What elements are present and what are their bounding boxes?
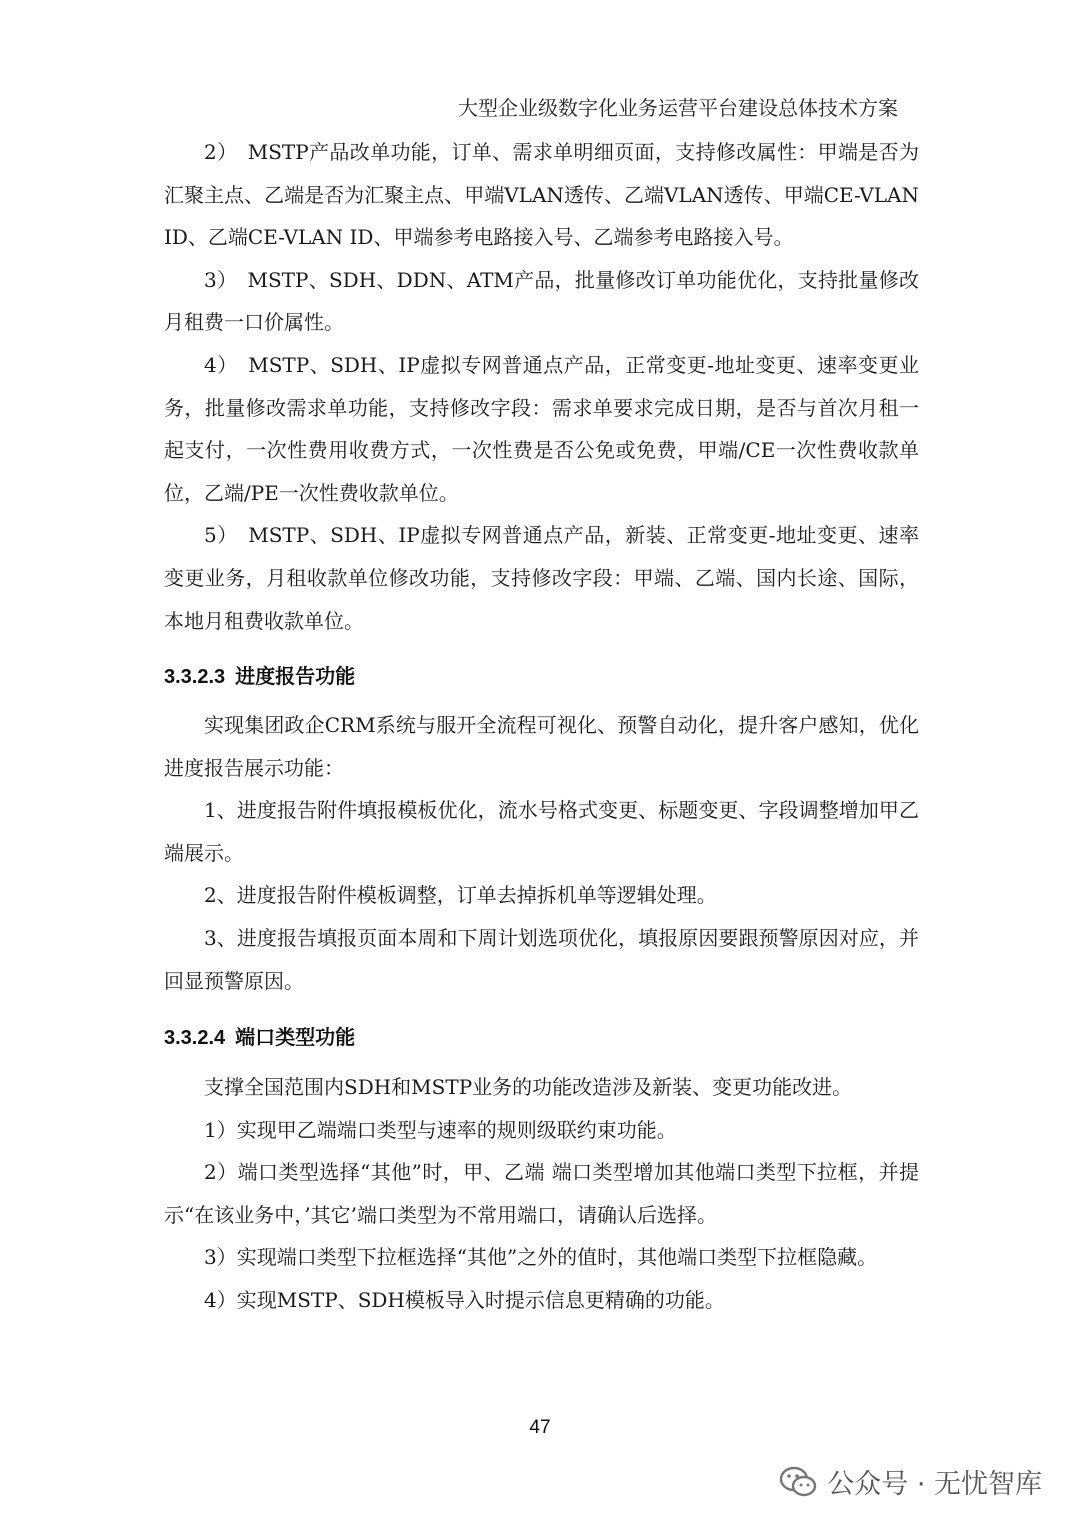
running-header: 大型企业级数字化业务运营平台建设总体技术方案 — [458, 96, 898, 120]
section-heading — [164, 1021, 355, 1050]
page-number: 47 — [529, 1417, 551, 1438]
paragraph: 1）实现甲乙端端口类型与速率的规则级联约束功能。 — [204, 1117, 677, 1142]
paragraph: 3） MSTP、SDH、DDN、ATM产品，批量修改订单功能优化，支持批量修改月租费一口价属性。 — [164, 267, 919, 335]
section-number: 3.3.2.3 — [164, 666, 226, 688]
paragraph: 4） MSTP、SDH、IP虚拟专网普通点产品，正常变更-地址变更、速率变更业务，批量修改需求单功能，支持修改字段：需求单要求完成日期，是否与首次月租一起支付，一次性费用收费方式，一次性费是否公免或免费，甲端/CE一次性费收款单位，乙端/PE一次性费收款单位。 — [164, 352, 919, 505]
paragraph: 实现集团政企CRM系统与服开全流程可视化、预警自动化，提升客户感知，优化进度报告展示功能： — [164, 713, 919, 780]
paragraph: 5） MSTP、SDH、IP虚拟专网普通点产品，新装、正常变更-地址变更、速率变更业务，月租收款单位修改功能，支持修改字段：甲端、乙端、国内长途、国际，本地月租费收款单位。 — [164, 523, 919, 633]
paragraph: 支撑全国范围内SDH和MSTP业务的功能改造涉及新装、变更功能改进。 — [204, 1075, 853, 1099]
section-title: 进度报告功能 — [235, 666, 356, 688]
wechat-icon — [779, 1465, 817, 1499]
paragraph: 2） MSTP产品改单功能，订单、需求单明细页面，支持修改属性：甲端是否为汇聚主点、乙端是否为汇聚主点、甲端VLAN透传、乙端VLAN透传、甲端CE-VLAN ID、乙端CE-VLAN ID、甲端参考电路接入号、乙端参考电路接入号。 — [164, 140, 919, 250]
body-block-3 — [164, 1066, 919, 1322]
paragraph: 3）实现端口类型下拉框选择“其他”之外的值时，其他端口类型下拉框隐藏。 — [204, 1245, 878, 1270]
paragraph: 2）端口类型选择“其他”时，甲、乙端 端口类型增加其他端口类型下拉框，并提示“在该业务中，’其它’端口类型为不常用端口，请确认后选择。 — [164, 1160, 919, 1227]
paragraph: 4）实现MSTP、SDH模板导入时提示信息更精确的功能。 — [204, 1287, 725, 1312]
watermark — [779, 1462, 1042, 1501]
watermark-text: 公众号 · 无忧智库 — [827, 1469, 1042, 1500]
paragraph: 3、进度报告填报页面本周和下周计划选项优化，填报原因要跟预警原因对应，并回显预警原因。 — [164, 925, 919, 993]
section-title: 端口类型功能 — [235, 1027, 356, 1049]
body-block-1 — [164, 131, 919, 642]
section-heading — [164, 660, 355, 689]
body-block-2 — [164, 704, 919, 1002]
paragraph: 1、进度报告附件填报模板优化，流水号格式变更、标题变更、字段调整增加甲乙端展示。 — [164, 798, 919, 865]
section-number: 3.3.2.4 — [164, 1027, 226, 1049]
paragraph: 2、进度报告附件模板调整，订单去掉拆机单等逻辑处理。 — [204, 883, 717, 908]
